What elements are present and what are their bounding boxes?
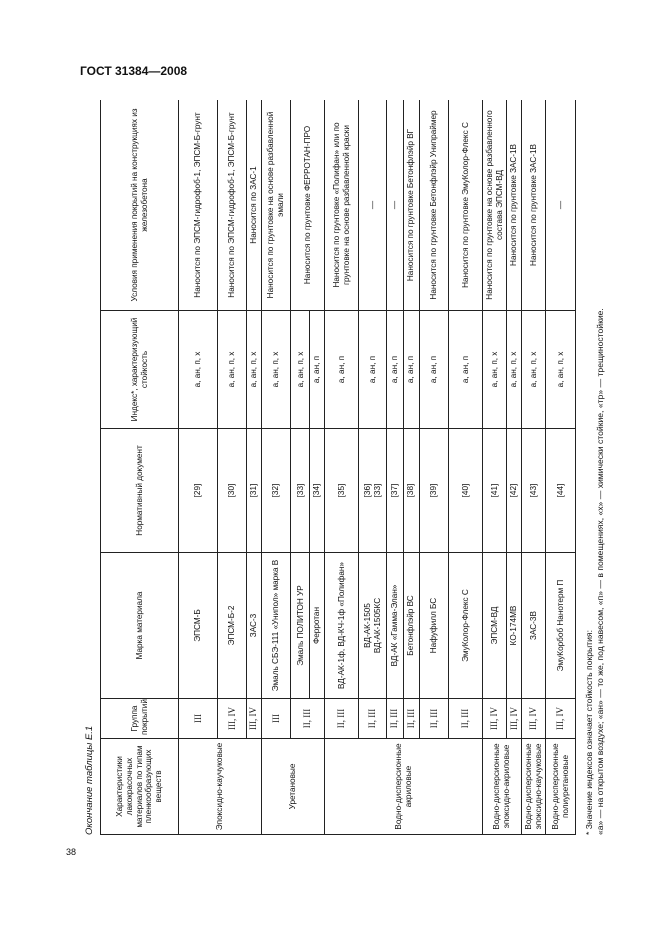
materials-table [100,100,576,835]
normative-document-cell: [42] [507,429,522,553]
page-number: 38 [66,847,77,857]
resistance-index-cell: а, ан, п [310,311,325,429]
document-code: ГОСТ 31384—2008 [80,64,188,78]
resistance-index-cell: а, ан, п, х [291,311,310,429]
material-type-cell: Эпоксидно-каучуковые [179,739,262,835]
resistance-index-cell: а, ан, п, х [261,311,291,429]
application-conditions-cell: Наносится по грунтовке «Полифан» или по грунтовке на основе разбавленной краски [325,100,359,311]
header-coating-group: Группа покрытий [101,699,179,739]
resistance-index-cell: а, ан, п, х [483,311,507,429]
coating-group-cell: III, IV [546,699,576,739]
footnote-line: * Значение индексов означает стойкость покрытия: [584,630,594,835]
material-brand-cell: ЭПСМ-Б-2 [218,553,247,699]
application-conditions-cell: Наносится по грунтовке на основе разбавленной эмали [261,100,291,311]
table-header-row [101,100,179,835]
table-row [546,100,576,835]
table-row [218,100,247,835]
table-row [507,100,522,835]
resistance-index-cell: а, ан, п [403,311,419,429]
table-row [386,100,403,835]
resistance-index-cell: а, ан, п [419,311,449,429]
normative-document-cell: [35] [325,429,359,553]
application-conditions-cell: — [386,100,403,311]
normative-document-cell: [43] [522,429,546,553]
coating-group-cell: II, III [359,699,387,739]
resistance-index-cell: а, ан, п [325,311,359,429]
application-conditions-cell: Наносится по грунтовке Бетонфлэйр Унипраймер [419,100,449,311]
application-conditions-cell: — [359,100,387,311]
normative-document-cell: [30] [218,429,247,553]
material-brand-cell: Нафуфилл БС [419,553,449,699]
coating-group-cell: II, III [403,699,419,739]
application-conditions-cell: Наносится по грунтовке ЗАС-1В [507,100,522,311]
application-conditions-cell: Наносится по ЭПСМ-гидрофоб-1, ЭПСМ-Б-грунт [179,100,218,311]
resistance-index-cell: а, ан, п, х [507,311,522,429]
table-row [291,100,310,835]
coating-group-cell: II, III [449,699,483,739]
coating-group-cell: III [179,699,218,739]
coating-group-cell: III, IV [218,699,247,739]
material-brand-cell: Ферротан [310,553,325,699]
header-normative-document: Нормативный документ [101,429,179,553]
material-type-cell: Водно-дисперсионные эпоксидно-акриловые [483,739,522,835]
material-brand-cell: ЭмуКолор-Флекс С [449,553,483,699]
resistance-index-cell: а, ан, п, х [522,311,546,429]
material-brand-cell: ВД-АК-1ф, ВД-КЧ-1ф «Полифан» [325,553,359,699]
material-brand-cell: ВД-АК «Гамма-Элан» [386,553,403,699]
table-row [359,100,387,835]
rotated-content [84,100,630,835]
header-material-type: Характеристики лакокрасочных материалов по типам пленкообразующих веществ [101,739,179,835]
table-row [419,100,449,835]
application-conditions-cell: Наносится по грунтовке на основе разбавленного состава ЭПСМ-ВД [483,100,507,311]
coating-group-cell: II, III [291,699,325,739]
coating-group-cell: III, IV [246,699,261,739]
application-conditions-cell: Наносится по грунтовке Бетонфлэйр ВГ [403,100,419,311]
table-row [449,100,483,835]
material-brand-cell: ЗАС-3В [522,553,546,699]
table-row [179,100,218,835]
application-conditions-cell: Наносится по грунтовке ЭмуКолор-Флекс С [449,100,483,311]
resistance-index-cell: а, ан, п [449,311,483,429]
resistance-index-cell: а, ан, п [386,311,403,429]
coating-group-cell: II, III [325,699,359,739]
coating-group-cell: II, III [386,699,403,739]
normative-document-cell: [34] [310,429,325,553]
table-row [261,100,291,835]
normative-document-cell: [38] [403,429,419,553]
material-brand-cell: ВД-АК-1505 ВД-АК-1505КС [359,553,387,699]
resistance-index-cell: а, ан, п, х [218,311,247,429]
table-row [403,100,419,835]
application-conditions-cell: Наносится по грунтовке ФЕРРОТАН-ПРО [291,100,325,311]
normative-document-cell: [41] [483,429,507,553]
material-brand-cell: КО-174МВ [507,553,522,699]
material-brand-cell: ЭПСМ-Б [179,553,218,699]
normative-document-cell: [31] [246,429,261,553]
header-application-conditions: Условия применения покрытий на конструкциях из железобетона [101,100,179,311]
material-brand-cell: ЭмуКорбоб Нанотерм П [546,553,576,699]
coating-group-cell: III, IV [483,699,507,739]
table-row [522,100,546,835]
normative-document-cell: [33] [291,429,310,553]
material-brand-cell: ЭПСМ-ВД [483,553,507,699]
table-row [325,100,359,835]
material-brand-cell: Бетонфлэйр ВС [403,553,419,699]
normative-document-cell: [37] [386,429,403,553]
normative-document-cell: [29] [179,429,218,553]
material-brand-cell: Эмаль ПОЛИТОН УР [291,553,310,699]
resistance-index-cell: а, ан, п, х [246,311,261,429]
resistance-index-cell: а, ан, п, х [546,311,576,429]
table-footnote [584,100,606,835]
coating-group-cell: III [261,699,291,739]
normative-document-cell: [39] [419,429,449,553]
footnote-line: «а» — на открытом воздухе; «ан» — то же, под навесом, «п» — в помещениях, «х» — химически стойкие, «тр» — трещиностойкие. [595,308,606,835]
normative-document-cell: [44] [546,429,576,553]
material-type-cell: Водно-дисперсионные акриловые [325,739,483,835]
material-brand-cell: Эмаль СБЭ-111 «Унипол» марка В [261,553,291,699]
application-conditions-cell: Наносится по ЗАС-1 [246,100,261,311]
rotated-page-area [84,100,630,835]
coating-group-cell: II, III [419,699,449,739]
table-continuation-label: Окончание таблицы Е.1 [84,725,95,835]
header-resistance-index: Индекс*, характеризующий стойкость [101,311,179,429]
application-conditions-cell: Наносится по грунтовке ЗАС-1В [522,100,546,311]
coating-group-cell: III, IV [507,699,522,739]
normative-document-cell: [36] [33] [359,429,387,553]
coating-group-cell: III, IV [522,699,546,739]
table-row [483,100,507,835]
normative-document-cell: [32] [261,429,291,553]
resistance-index-cell: а, ан, п, х [179,311,218,429]
header-material-brand: Марка материала [101,553,179,699]
material-brand-cell: ЗАС-3 [246,553,261,699]
table-row [246,100,261,835]
material-type-cell: Водно-дисперсионные эпоксидно-каучуковые [522,739,546,835]
resistance-index-cell: а, ан, п [359,311,387,429]
application-conditions-cell: — [546,100,576,311]
material-type-cell: Водно-дисперсионные полиуретановые [546,739,576,835]
normative-document-cell: [40] [449,429,483,553]
application-conditions-cell: Наносится по ЭПСМ-гидрофоб-1, ЭПСМ-Б-грунт [218,100,247,311]
material-type-cell: Уретановые [261,739,325,835]
